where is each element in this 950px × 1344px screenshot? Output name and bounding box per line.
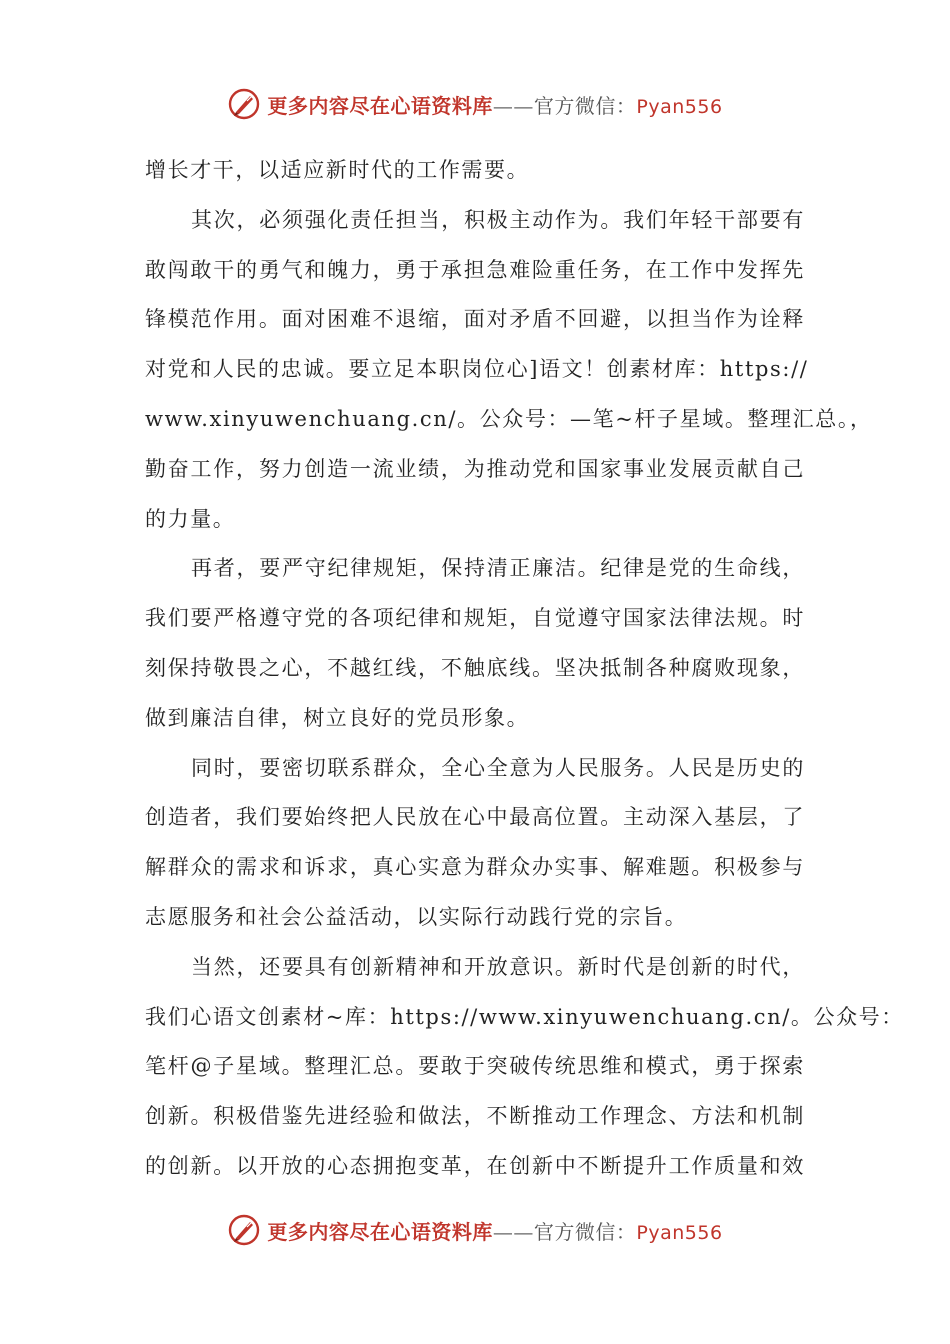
text-line: 敢闯敢干的勇气和魄力，勇于承担急难险重任务，在工作中发挥先 xyxy=(145,257,805,282)
banner-dash: —— xyxy=(492,93,534,118)
text-line: 刻保持敬畏之心，不越红线，不触底线。坚决抵制各种腐败现象， xyxy=(145,655,805,680)
paragraph-start-line: 再者，要严守纪律规矩，保持清正廉洁。纪律是党的生命线， xyxy=(191,556,805,581)
banner-wechat-id: Pyan556 xyxy=(636,1221,723,1244)
document-body xyxy=(145,146,904,1192)
paragraph-start-line: 当然，还要具有创新精神和开放意识。新时代是创新的时代， xyxy=(191,954,805,979)
text-line: 创造者，我们要始终把人民放在心中最高位置。主动深入基层，了 xyxy=(145,805,805,830)
footer-banner xyxy=(0,1210,950,1250)
text-line: 增长才干，以适应新时代的工作需要。 xyxy=(145,158,530,182)
text-line: 的创新。以开放的心态拥抱变革，在创新中不断提升工作质量和效 xyxy=(145,1153,805,1178)
banner-dash: —— xyxy=(492,1219,534,1244)
text-line: 创新。积极借鉴先进经验和做法，不断推动工作理念、方法和机制 xyxy=(145,1104,805,1129)
pen-logo-icon xyxy=(227,87,261,121)
paragraph-start-line: 其次，必须强化责任担当，积极主动作为。我们年轻干部要有 xyxy=(191,207,805,232)
text-line: 做到廉洁自律，树立良好的党员形象。 xyxy=(145,705,530,730)
text-line: 我们心语文创素材~库：https://www.xinyuwenchuang.cn/。公众号： xyxy=(145,1004,904,1029)
banner-label: 官方微信： xyxy=(533,1219,637,1244)
banner-text xyxy=(267,1216,722,1245)
text-line: www.xinyuwenchuang.cn/。公众号：—笔~杆子星域。整理汇总。， xyxy=(145,406,873,431)
text-line: 的力量。 xyxy=(145,506,236,531)
banner-main-text: 更多内容尽在心语资料库 xyxy=(267,1219,493,1244)
pen-logo-icon xyxy=(227,1213,261,1247)
paragraph-start-line: 同时，要密切联系群众，全心全意为人民服务。人民是历史的 xyxy=(191,755,805,780)
text-line: 志愿服务和社会公益活动，以实际行动践行党的宗旨。 xyxy=(145,904,688,929)
text-line: 笔杆@子星域。整理汇总。要敢于突破传统思维和模式，勇于探索 xyxy=(145,1054,805,1079)
banner-wechat-id: Pyan556 xyxy=(636,95,723,118)
banner-main-text: 更多内容尽在心语资料库 xyxy=(267,93,493,118)
header-banner xyxy=(0,84,950,124)
text-line: 锋模范作用。面对困难不退缩，面对矛盾不回避，以担当作为诠释 xyxy=(145,307,805,332)
text-line: 勤奋工作，努力创造一流业绩，为推动党和国家事业发展贡献自己 xyxy=(145,456,805,481)
banner-label: 官方微信： xyxy=(533,93,637,118)
text-line: 解群众的需求和诉求，真心实意为群众办实事、解难题。积极参与 xyxy=(145,855,805,880)
text-line: 对党和人民的忠诚。要立足本职岗位心]语文！创素材库：https:// xyxy=(145,357,809,382)
text-line: 我们要严格遵守党的各项纪律和规矩，自觉遵守国家法律法规。时 xyxy=(145,606,805,631)
banner-text xyxy=(267,90,722,119)
